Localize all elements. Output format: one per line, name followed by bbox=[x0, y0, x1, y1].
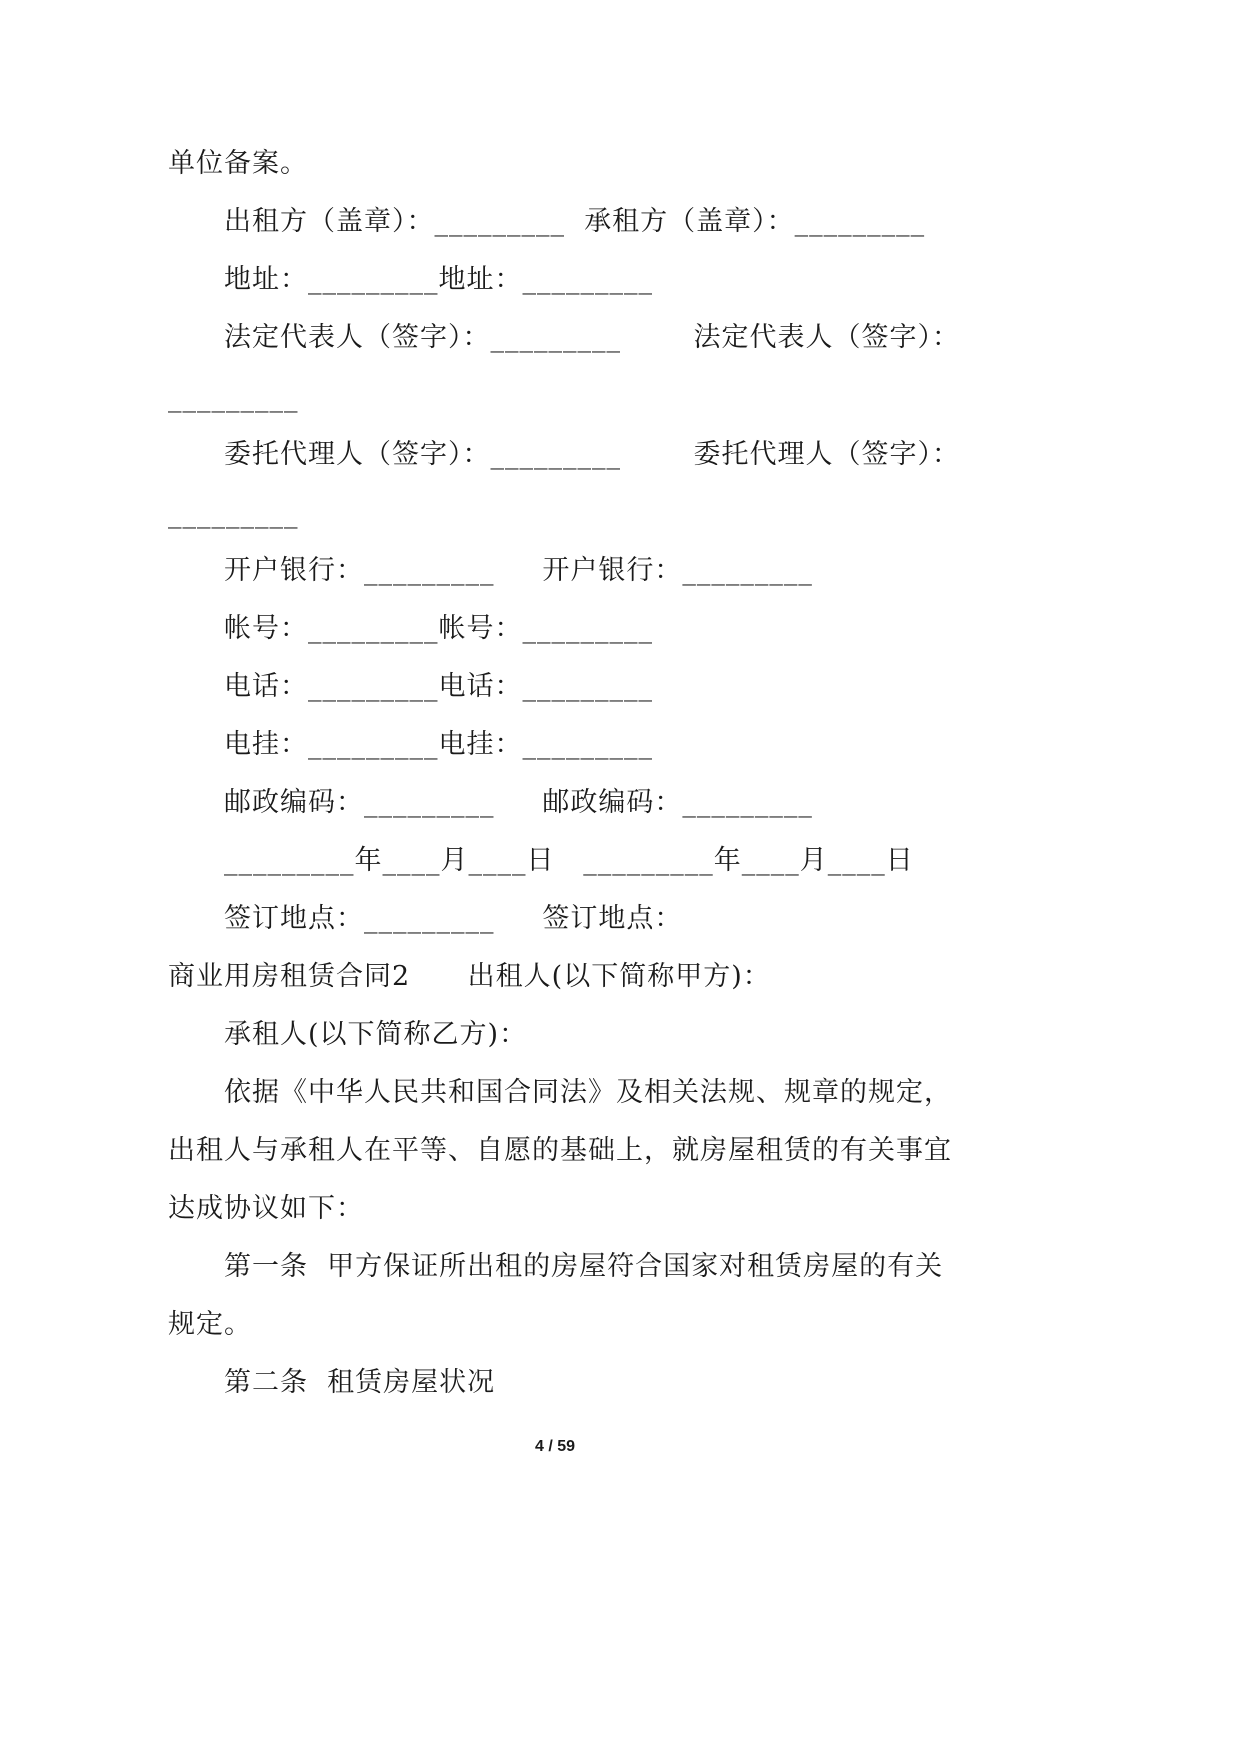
telegraph-line: 电挂：_________电挂：_________ bbox=[224, 729, 653, 760]
paragraph-line: 达成协议如下： bbox=[168, 1193, 364, 1224]
bank-line: 开户银行：_________ 开户银行：_________ bbox=[224, 555, 813, 586]
paragraph-line: 规定。 bbox=[168, 1309, 252, 1340]
blank-line: _________ bbox=[168, 382, 299, 413]
address-line: 地址：_________地址：_________ bbox=[224, 264, 653, 295]
signing-place-line: 签订地点：_________ 签订地点： bbox=[224, 903, 683, 934]
agent-left: 委托代理人（签字）：_________ bbox=[224, 439, 621, 470]
contract-title-line: 商业用房租赁合同2 出租人(以下简称甲方)： bbox=[168, 961, 771, 992]
paragraph-line: 依据《中华人民共和国合同法》及相关法规、规章的规定， bbox=[224, 1077, 952, 1108]
text-line: 单位备案。 bbox=[168, 148, 308, 179]
article-one-line: 第一条 甲方保证所出租的房屋符合国家对租赁房屋的有关 bbox=[224, 1251, 944, 1282]
agent-right: 委托代理人（签字）： bbox=[693, 439, 960, 470]
date-line: _________年____月____日 _________年____月____日 bbox=[224, 845, 914, 876]
lessee-line: 承租人(以下简称乙方)： bbox=[224, 1019, 528, 1050]
agent-line bbox=[224, 437, 960, 473]
page-number: 4 / 59 bbox=[534, 1438, 576, 1455]
postal-code-line: 邮政编码：_________ 邮政编码：_________ bbox=[224, 787, 813, 818]
legal-representative-left: 法定代表人（签字）：_________ bbox=[224, 322, 621, 353]
blank-line: _________ bbox=[168, 498, 299, 529]
article-two-line: 第二条 租赁房屋状况 bbox=[224, 1367, 496, 1398]
phone-line: 电话：_________电话：_________ bbox=[224, 671, 653, 702]
legal-representative-line bbox=[224, 320, 960, 356]
account-line: 帐号：_________帐号：_________ bbox=[224, 613, 653, 644]
legal-representative-right: 法定代表人（签字）： bbox=[693, 322, 960, 353]
lessor-lessee-seal-line: 出租方（盖章）：_________ 承租方（盖章）：_________ bbox=[224, 206, 926, 237]
paragraph-line: 出租人与承租人在平等、自愿的基础上，就房屋租赁的有关事宜 bbox=[168, 1135, 952, 1166]
